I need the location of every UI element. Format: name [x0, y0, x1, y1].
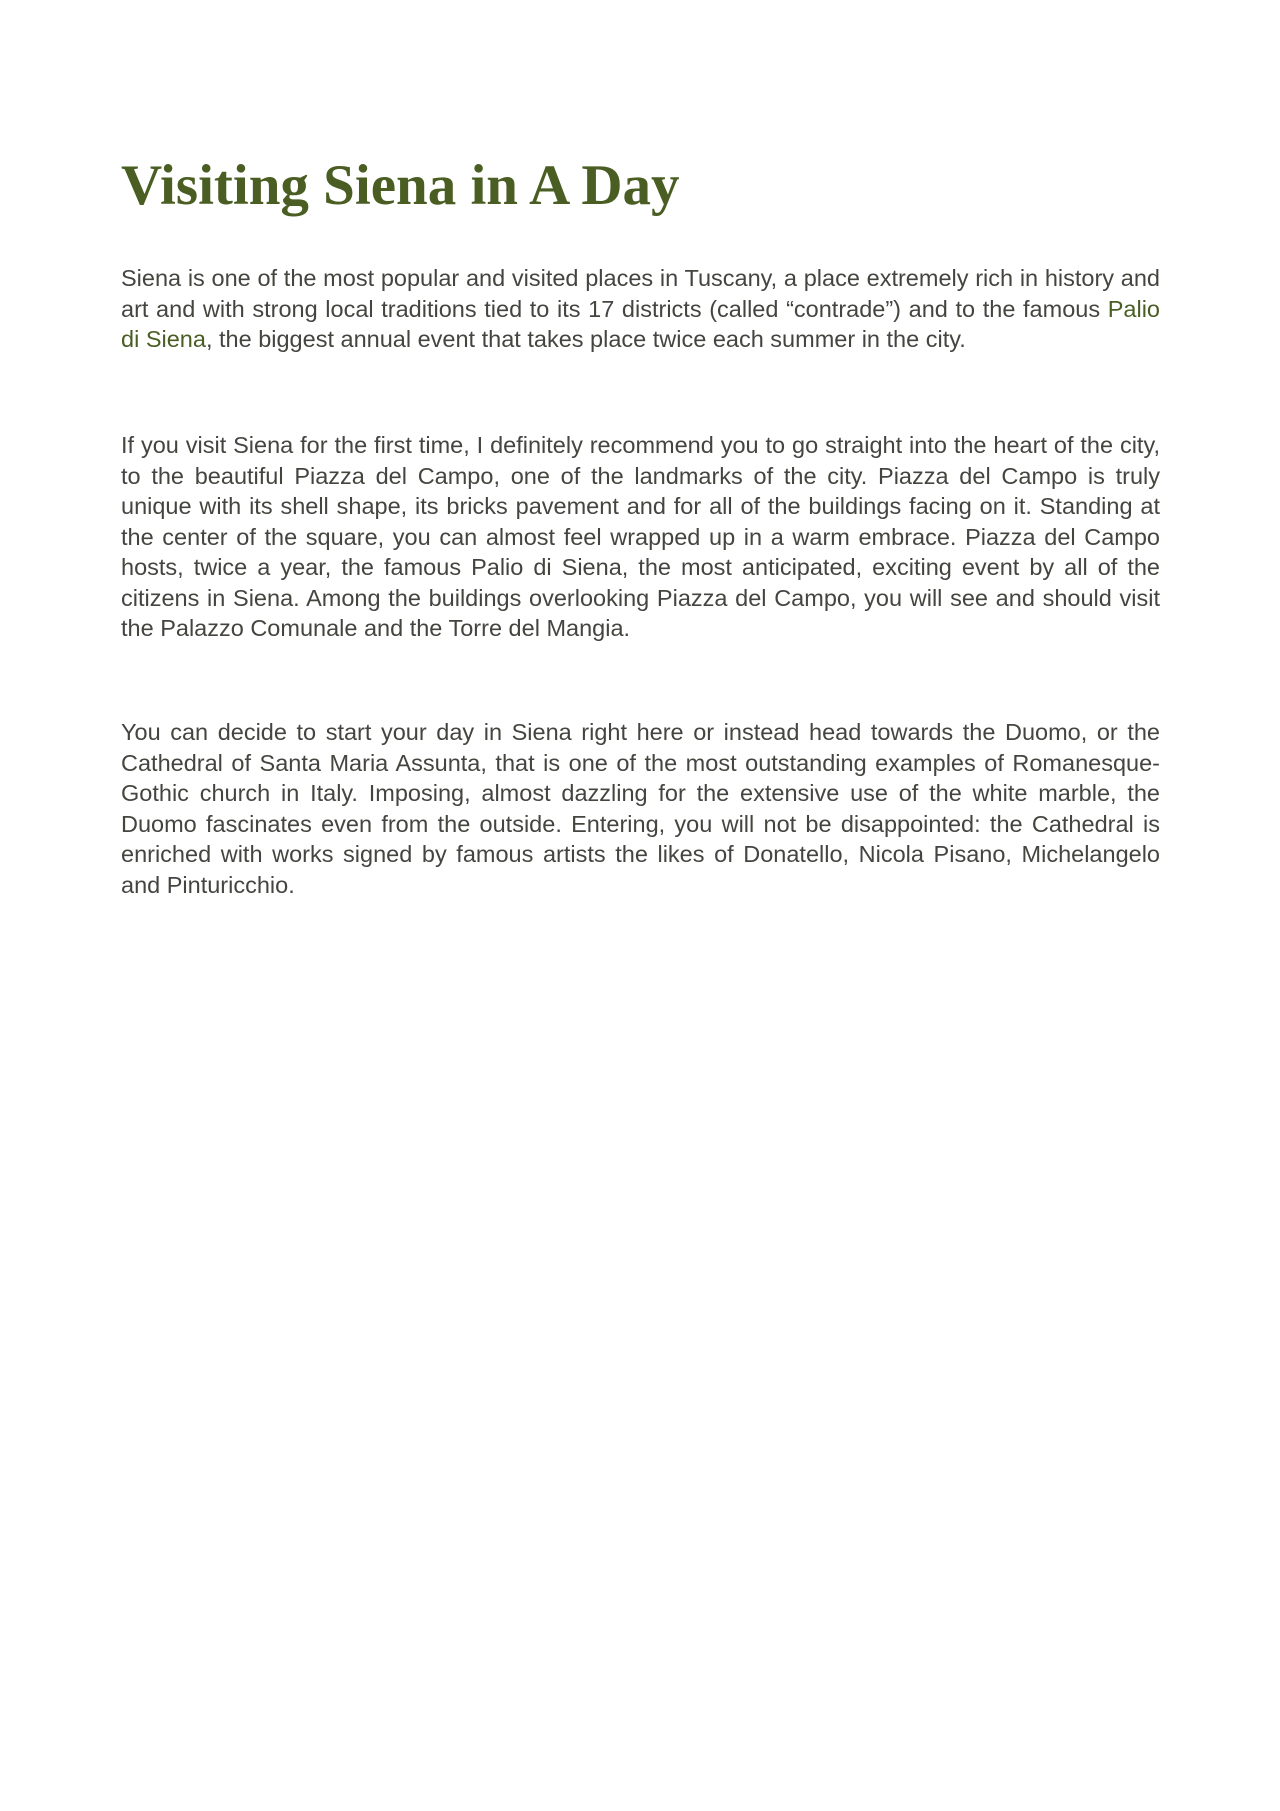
- piazza-del-campo-paragraph: If you visit Siena for the first time, I definitely recommend you to go straight into the heart of the city, to the beautiful Piazza del Campo, one of the landmarks of the city. Piazza del Campo is truly unique with its shell shape, its bricks pavement and for all of the buildings facing on it. Standing at the center of the square, you can almost feel wrapped up in a warm embrace. Piazza del Campo hosts, twice a year, the famous Palio di Siena, the most anticipated, exciting event by all of the citizens in Siena. Among the buildings overlooking Piazza del Campo, you will see and should visit the Palazzo Comunale and the Torre del Mangia.: [121, 432, 1160, 641]
- page-title: Visiting Siena in A Day: [121, 154, 680, 217]
- duomo-paragraph: You can decide to start your day in Siena right here or instead head towards the Duomo, or the Cathedral of Santa Maria Assunta, that is one of the most outstanding examples of Romanesque-Gothic church in Italy. Imposing, almost dazzling for the extensive use of the white marble, the Duomo fascinates even from the outside. Entering, you will not be disappointed: the Cathedral is enriched with works signed by famous artists the likes of Donatello, Nicola Pisano, Michelangelo and Pinturicchio.: [121, 719, 1160, 898]
- intro-paragraph: [121, 263, 1160, 355]
- palio-di-siena-link[interactable]: Palio di Siena: [121, 295, 1160, 352]
- intro-text-before-link: Siena is one of the most popular and visited places in Tuscany, a place extremely rich in history and art and with strong local traditions tied to its 17 districts (called “contrade”) and to the famous: [121, 265, 1160, 322]
- intro-text-after-link: , the biggest annual event that takes place twice each summer in the city.: [205, 326, 966, 352]
